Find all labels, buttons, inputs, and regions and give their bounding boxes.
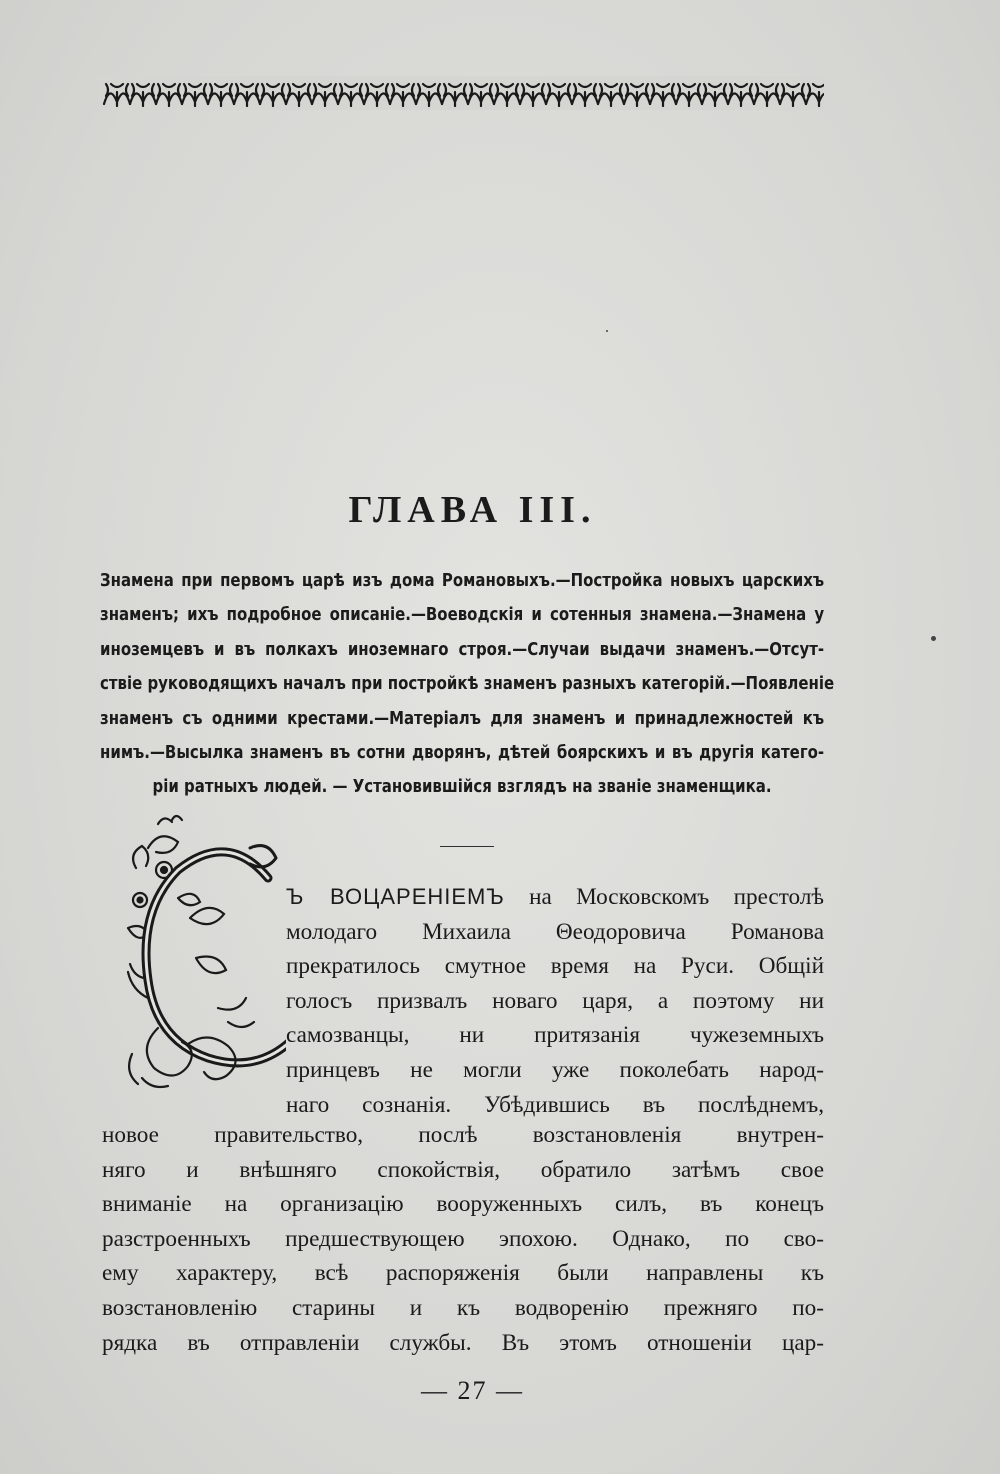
first-line	[286, 880, 824, 915]
section-divider	[440, 846, 494, 847]
summary-line: нимъ.—Высылка знаменъ въ сотни дворянъ, дѣтей боярскихъ и въ другiя катего-	[100, 743, 825, 764]
body-line: рядка въ отправленiи службы. Въ этомъ отношенiи цар-	[102, 1329, 824, 1356]
summary-line: рiи ратныхъ людей. — Установившiйся взглядъ на званiе знаменщика.	[152, 777, 772, 798]
ornamental-header-band	[98, 76, 824, 110]
body-line: самозванцы, ни притязанiя чужеземныхъ	[286, 1022, 824, 1049]
opening-paragraph-wide	[102, 1118, 824, 1360]
opening-paragraph-narrow	[286, 880, 824, 1122]
first-line-rest: на Московскомъ престолѣ	[529, 884, 825, 910]
summary-line: Знамена при первомъ царѣ изъ дома Романовыхъ.—Постройка новыхъ царскихъ	[100, 571, 825, 591]
body-line: няго и внѣшняго спокойствiя, обратило затѣмъ свое	[102, 1156, 824, 1183]
print-speck	[931, 636, 936, 641]
page-number: — 27 —	[421, 1376, 524, 1405]
body-line: разстроенныхъ предшествующею эпохою. Однако, по сво-	[102, 1225, 824, 1252]
body-line: молодаго Михаила Θеодоровича Романова	[286, 918, 824, 945]
body-line: новое правительство, послѣ возстановленiя внутрен-	[102, 1122, 824, 1148]
decorative-initial-c-icon	[118, 808, 286, 1098]
summary-line: знаменъ съ одними крестами.—Матерiалъ для знаменъ и принадлежностей къ	[100, 708, 825, 729]
first-word-small-caps: Ъ ВОЦАРЕНIЕМЪ	[286, 884, 505, 909]
print-speck	[606, 330, 608, 332]
body-line: наго сознанiя. Убѣдившись въ послѣднемъ,	[286, 1091, 824, 1118]
summary-line: знаменъ; ихъ подробное описанiе.—Воеводскiя и сотенныя знамена.—Знамена у	[100, 605, 825, 626]
chapter-title: ГЛАВА III.	[348, 489, 597, 531]
body-line: ему характеру, всѣ распоряженiя были направлены къ	[102, 1260, 824, 1287]
body-line: вниманiе на организацiю вооруженныхъ силъ, въ конецъ	[102, 1191, 824, 1218]
summary-line: ствiе руководящихъ началъ при постройкѣ знаменъ разныхъ категорiй.—Появленiе	[100, 674, 835, 695]
chapter-summary	[100, 564, 835, 805]
body-line: принцевъ не могли уже поколебать народ-	[286, 1056, 824, 1083]
body-line: прекратилось смутное время на Руси. Общiй	[286, 953, 824, 980]
body-line: голосъ призвалъ новаго царя, а поэтому ни	[286, 987, 824, 1014]
summary-line: иноземцевъ и въ полкахъ иноземнаго строя.—Случаи выдачи знаменъ.—Отсут-	[100, 639, 825, 660]
body-line: возстановленiю старины и къ водворенiю прежняго по-	[102, 1294, 824, 1321]
